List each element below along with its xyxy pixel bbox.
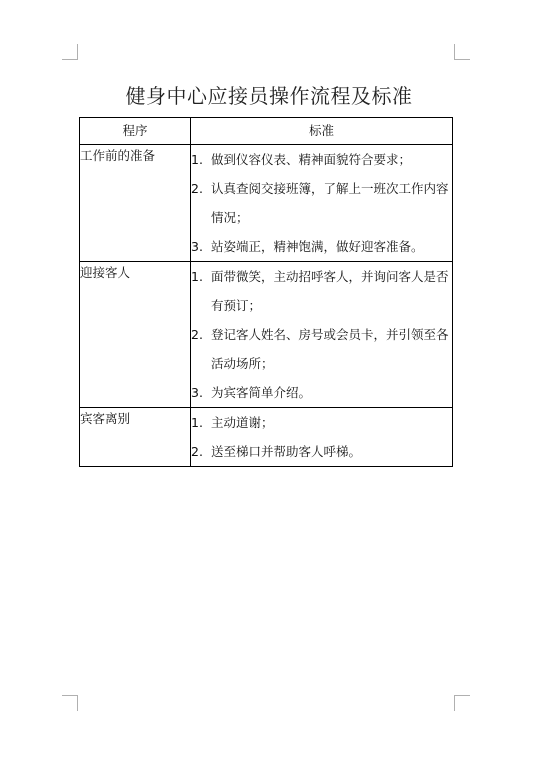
page-corner-mark-bottom-left (62, 695, 78, 711)
item-number: 2. (191, 327, 203, 342)
item-number: 3. (191, 385, 203, 400)
list-item (191, 145, 452, 174)
list-item (191, 378, 452, 407)
list-item (191, 408, 452, 437)
list-item (191, 262, 452, 320)
stage-cell: 迎接客人 (80, 262, 191, 408)
stage-cell: 宾客离别 (80, 408, 191, 467)
stage-cell: 工作前的准备 (80, 145, 191, 262)
header-standard: 标准 (191, 118, 453, 145)
page-corner-mark-top-left (62, 44, 78, 60)
standard-cell (191, 262, 453, 408)
item-text: 主动道谢； (211, 415, 274, 430)
list-item (191, 437, 452, 466)
item-text: 站姿端正，精神饱满，做好迎客准备。 (211, 239, 424, 254)
list-item (191, 232, 452, 261)
procedure-table (79, 117, 453, 467)
item-text: 登记客人姓名、房号或会员卡，并引领至各活动场所； (211, 327, 449, 371)
item-number: 3. (191, 239, 203, 254)
item-number: 1. (191, 269, 203, 284)
table-row (80, 145, 453, 262)
item-text: 为宾客简单介绍。 (211, 385, 312, 400)
item-number: 1. (191, 415, 203, 430)
item-number: 2. (191, 181, 203, 196)
standard-cell (191, 408, 453, 467)
list-item (191, 174, 452, 232)
page-corner-mark-top-right (454, 44, 470, 60)
document-title: 健身中心应接员操作流程及标准 (125, 84, 413, 108)
header-procedure: 程序 (80, 118, 191, 145)
item-text: 送至梯口并帮助客人呼梯。 (211, 444, 362, 459)
item-number: 1. (191, 152, 203, 167)
item-text: 做到仪容仪表、精神面貌符合要求； (211, 152, 412, 167)
item-text: 面带微笑，主动招呼客人，并询问客人是否有预订； (211, 269, 449, 313)
list-item (191, 320, 452, 378)
table-row (80, 408, 453, 467)
item-text: 认真查阅交接班簿，了解上一班次工作内容情况； (211, 181, 449, 225)
page-corner-mark-bottom-right (454, 695, 470, 711)
item-number: 2. (191, 444, 203, 459)
table-header-row (80, 118, 453, 145)
standard-cell (191, 145, 453, 262)
table-row (80, 262, 453, 408)
